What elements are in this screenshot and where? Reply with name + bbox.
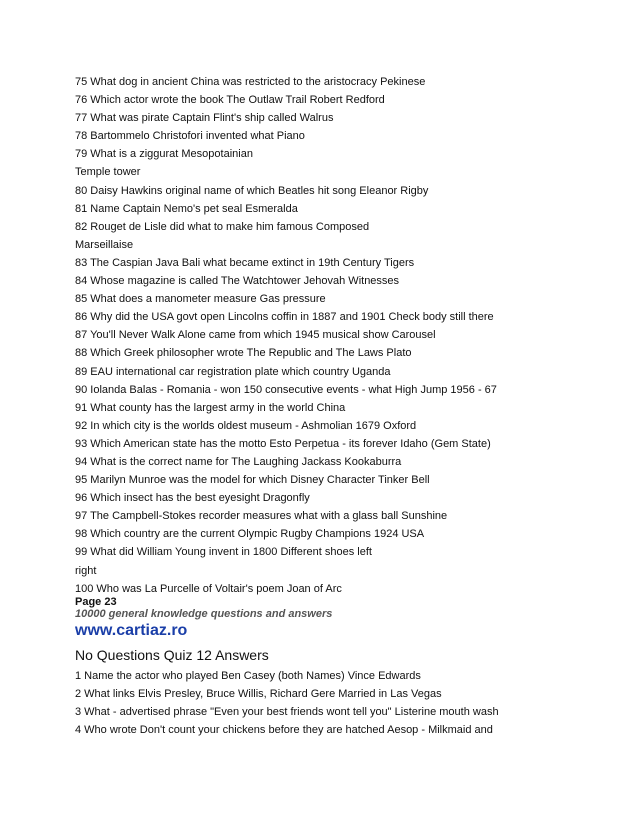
text-line: 88 Which Greek philosopher wrote The Republic and The Laws Plato (75, 347, 412, 360)
text-line: 91 What county has the largest army in the world China (75, 401, 346, 414)
site-url: www.cartiaz.ro (75, 621, 188, 639)
text-line: 95 Marilyn Munroe was the model for which Disney Character Tinker Bell (75, 474, 430, 487)
text-line: 79 What is a ziggurat Mesopotainian (75, 148, 253, 161)
section-title: No Questions Quiz 12 Answers (75, 646, 269, 663)
text-line: 97 The Campbell-Stokes recorder measures what with a glass ball Sunshine (75, 510, 448, 523)
text-line: Temple tower (75, 166, 141, 179)
page-content (75, 73, 555, 739)
text-line: Marseillaise (75, 238, 134, 251)
text-line: 90 Iolanda Balas - Romania - won 150 consecutive events - what High Jump 1956 - 67 (75, 383, 497, 396)
text-line: 94 What is the correct name for The Laughing Jackass Kookaburra (75, 455, 402, 468)
text-line: 96 Which insect has the best eyesight Dragonfly (75, 492, 310, 505)
text-line: 87 You'll Never Walk Alone came from which 1945 musical show Carousel (75, 329, 436, 342)
answer-list (75, 667, 555, 739)
text-line: 85 What does a manometer measure Gas pressure (75, 293, 326, 306)
text-line: 98 Which country are the current Olympic Rugby Champions 1924 USA (75, 528, 425, 541)
text-line: 81 Name Captain Nemo's pet seal Esmeralda (75, 202, 298, 215)
text-line: 86 Why did the USA govt open Lincolns coffin in 1887 and 1901 Check body still there (75, 311, 494, 324)
text-line: 76 Which actor wrote the book The Outlaw Trail Robert Redford (75, 94, 385, 107)
text-line: 92 In which city is the worlds oldest museum - Ashmolian 1679 Oxford (75, 419, 417, 432)
text-line: right (75, 564, 97, 577)
text-line: 84 Whose magazine is called The Watchtower Jehovah Witnesses (75, 275, 400, 288)
text-line: 78 Bartommelo Christofori invented what Piano (75, 130, 305, 143)
text-line: 2 What links Elvis Presley, Bruce Willis, Richard Gere Married in Las Vegas (75, 687, 442, 700)
text-line: 3 What - advertised phrase "Even your best friends wont tell you" Listerine mouth wash (75, 705, 499, 718)
text-line: 100 Who was La Purcelle of Voltair's poem Joan of Arc (75, 582, 342, 595)
text-line: 75 What dog in ancient China was restricted to the aristocracy Pekinese (75, 76, 426, 88)
page-number: Page 23 (75, 595, 117, 608)
text-line: 89 EAU international car registration plate which country Uganda (75, 365, 391, 378)
text-line: 80 Daisy Hawkins original name of which Beatles hit song Eleanor Rigby (75, 184, 429, 197)
text-line: 77 What was pirate Captain Flint's ship called Walrus (75, 112, 334, 125)
text-line: 93 Which American state has the motto Esto Perpetua - its forever Idaho (Gem State) (75, 437, 491, 450)
text-line: 4 Who wrote Don't count your chickens before they are hatched Aesop - Milkmaid and (75, 724, 493, 736)
text-line: 1 Name the actor who played Ben Casey (both Names) Vince Edwards (75, 669, 421, 682)
text-line: 99 What did William Young invent in 1800 Different shoes left (75, 546, 372, 559)
question-list (75, 73, 555, 598)
text-line: 82 Rouget de Lisle did what to make him famous Composed (75, 220, 370, 233)
page-footer-subtitle: 10000 general knowledge questions and answers (75, 607, 333, 620)
text-line: 83 The Caspian Java Bali what became extinct in 19th Century Tigers (75, 256, 415, 269)
